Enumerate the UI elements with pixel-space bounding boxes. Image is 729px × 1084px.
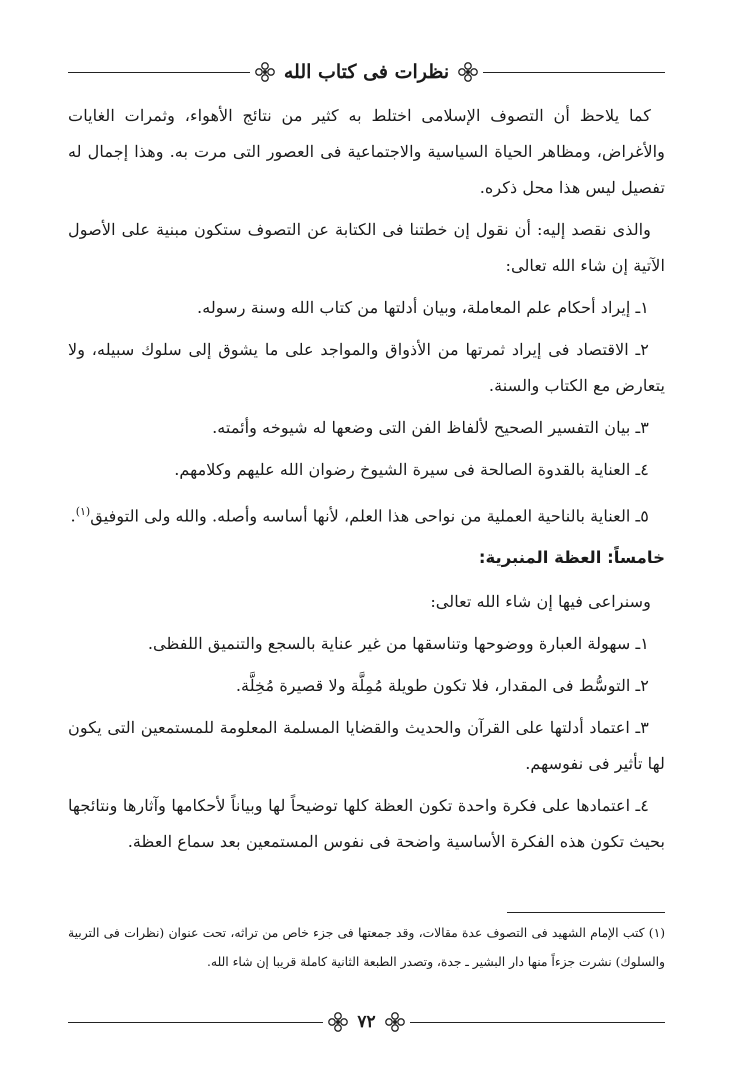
list-item: ٣ـ بيان التفسير الصحيح لألفاظ الفن التى وضعها له شيوخه وأئمته.: [212, 418, 649, 437]
main-text: [68, 98, 665, 866]
header-rule-left: [68, 72, 250, 73]
header-rule-right: [483, 72, 665, 73]
list-item: ٢ـ الاقتصاد فى إيراد ثمرتها من الأذواق والمواجد على ما يشوق إلى سلوك سبيله، ولا يتعارض مع الكتاب والسنة.: [68, 340, 665, 395]
page-number: ٧٢: [357, 1012, 376, 1032]
list-item-text: ٥ـ العناية بالناحية العملية من نواحى هذا العلم، لأنها أساسه وأصله. والله ولى التوفيق: [90, 506, 649, 526]
list-item: ٢ـ التوسُّط فى المقدار، فلا تكون طويلة مُمِلَّة ولا قصيرة مُخِلَّة.: [235, 676, 649, 696]
list-item: ٥ـ العناية بالناحية العملية من نواحى هذا العلم، لأنها أساسه وأصله. والله ولى التوفيق$^{(١)}$.: [70, 505, 649, 526]
floral-ornament-icon: [457, 61, 479, 83]
floral-ornament-icon: [327, 1011, 349, 1033]
paragraph: وسنراعى فيها إن شاء الله تعالى:: [430, 592, 651, 612]
running-header: [68, 58, 665, 86]
paragraph: كما يلاحظ أن التصوف الإسلامى اختلط به كثير من نتائج الأهواء، وثمرات الغايات والأغراض، ومظاهر الحياة السياسية والاجتماعية فى العصور التى مرت به. وهذا إجمال له تفصيل ليس هذا محل ذكره.: [68, 106, 665, 197]
header-title: نظرات فى كتاب الله: [283, 61, 450, 83]
list-item: ٣ـ اعتماد أدلتها على القرآن والحديث والقضايا المسلمة المعلومة للمستمعين التى يكون لها تأثير فى نفوسهم.: [68, 718, 665, 774]
list-item: ١ـ إيراد أحكام علم المعاملة، وبيان أدلتها من كتاب الله وسنة رسوله.: [197, 298, 649, 317]
footer-rule-right: [410, 1022, 665, 1023]
floral-ornament-icon: [254, 61, 276, 83]
list-item: ٤ـ العناية بالقدوة الصالحة فى سيرة الشيوخ رضوان الله عليهم وكلامهم.: [174, 460, 649, 479]
floral-ornament-icon: [384, 1011, 406, 1033]
page-footer: [68, 1009, 665, 1035]
footnote-divider: [507, 912, 665, 913]
footnote: (١) كتب الإمام الشهيد فى التصوف عدة مقالات، وقد جمعتها فى جزء خاص من تراثه، تحت عنوان (نظرات فى التربية والسلوك) نشرت جزءاً منها دار البشير ـ جدة، وتصدر الطبعة الثانية كاملة قريبا إن شاء الله.: [68, 926, 665, 969]
footer-rule-left: [68, 1022, 323, 1023]
list-item: ٤ـ اعتمادها على فكرة واحدة تكون العظة كلها توضيحاً لها وبياناً لأحكامها وآثارها ونتائجها بحيث تكون هذه الفكرة الأساسية واضحة فى نفوس المستمعين بعد سماع العظة.: [68, 796, 665, 852]
section-heading: خامساً: العظة المنبرية:: [478, 548, 665, 568]
paragraph: والذى نقصد إليه: أن نقول إن خطتنا فى الكتابة عن التصوف ستكون مبنية على الأصول الآتية إن شاء الله تعالى:: [68, 220, 665, 275]
footnote-reference[interactable]: (١): [75, 505, 91, 518]
list-item: ١ـ سهولة العبارة ووضوحها وتناسقها من غير عناية بالسجع والتنميق اللفظى.: [147, 634, 649, 654]
